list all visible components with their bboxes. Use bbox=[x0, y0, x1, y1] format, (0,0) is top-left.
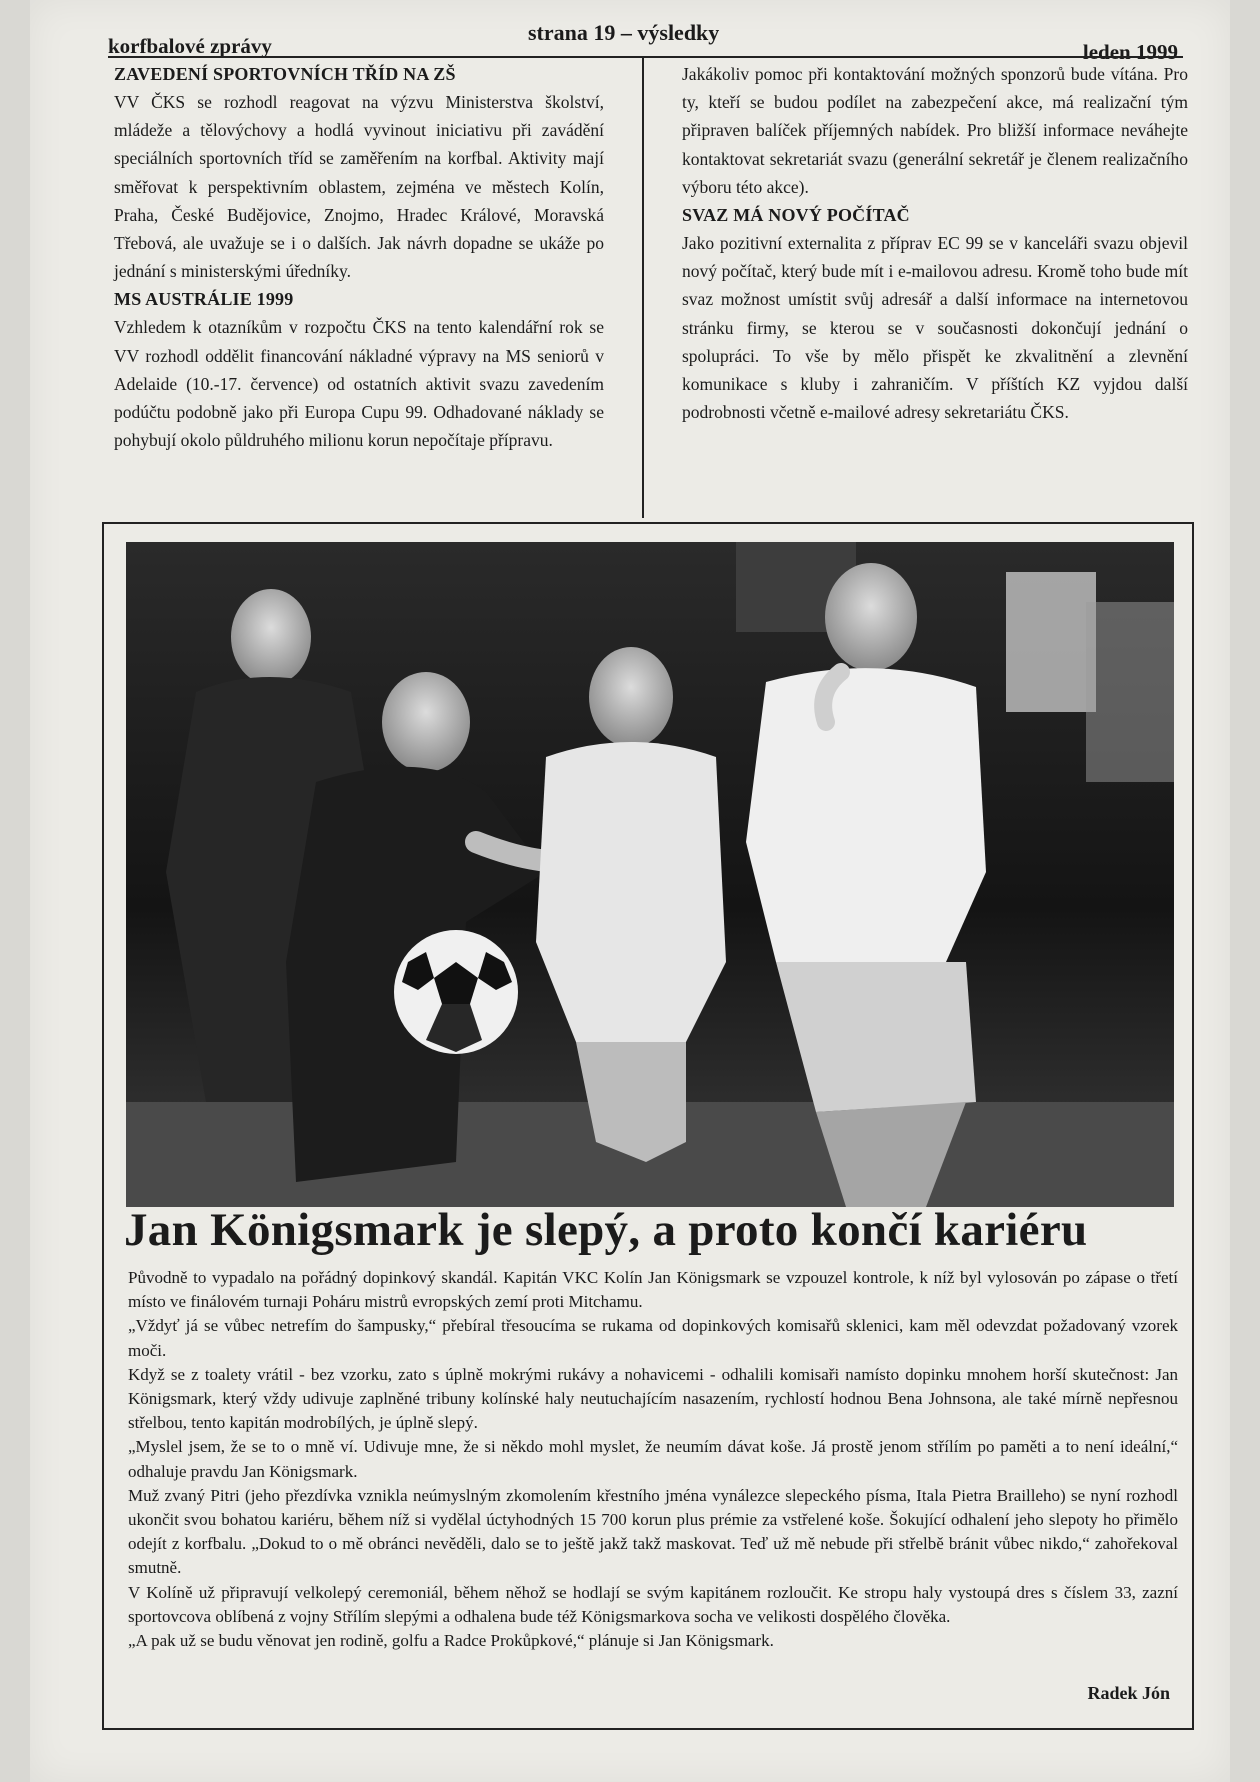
korfball-match-photo bbox=[126, 542, 1174, 1207]
section-body-ms-australia: Vzhledem k otazníkům v rozpočtu ČKS na tento kalendářní rok se VV rozhodl oddělit financování nákladné výpravy na MS seniorů v Adelaide (10.-17. července) od ostatních aktivit svazu zavedením podúčtu podobně jako při Europa Cupu 99. Odhadované náklady se pohybují okolo půldruhého milionu korun nepočítaje přípravu. bbox=[114, 317, 604, 451]
section-body-new-computer: Jako pozitivní externalita z příprav EC 99 se v kanceláři svazu objevil nový počítač, který bude mít i e-mailovou adresu. Kromě toho bude mít svaz možnost umístit svůj adresář a další informace na internetovou stránku firmy, se kterou se v současnosti dokončují jednání o spolupráci. To vše by mělo přispět ke zkvalitnění a zlevnění komunikace s kluby i zahraničím. V příštích KZ vyjdou další podrobnosti včetně e-mailové adresy sekretariátu ČKS. bbox=[682, 233, 1188, 423]
article-paragraph: Muž zvaný Pitri (jeho přezdívka vznikla neúmyslným zkomolením křestního jména vynálezce slepeckého písma, Itala Pietra Brailleho) se nyní rozhodl ukončit svou bohatou kariéru, během níž si vydělal úctyhodných 15 700 korun plus prémie za vstřelené koše. Šokující odhalení jeho slepoty ho přimělo odejít z korfbalu. „Dokud to o mě obránci nevěděli, dalo se to ještě jakž takž maskovat. Teď už mě nebude při střelbě bránit vůbec nikdo,“ zahořekoval smutně. bbox=[128, 1485, 1178, 1578]
header-rule bbox=[108, 56, 1183, 58]
page-number-section: strana 19 – výsledky bbox=[528, 20, 720, 45]
feature-article-box bbox=[102, 522, 1194, 1730]
article-paragraph: „A pak už se budu věnovat jen rodině, golfu a Radce Prokůpkové,“ plánuje si Jan Königsmark. bbox=[128, 1631, 774, 1651]
right-column bbox=[682, 60, 1188, 426]
column-divider bbox=[642, 56, 644, 518]
section-body-sports-classes: VV ČKS se rozhodl reagovat na výzvu Ministerstva školství, mládeže a tělovýchovy a hodlá vyvinout iniciativu při zavádění speciálních sportovních tříd se zaměřením na korfbal. Aktivity mají směřovat k perspektivním oblastem, zejména ve městech Kolín, Praha, České Budějovice, Znojmo, Hradec Králové, Moravská Třebová, ale uvažuje se i o dalších. Jak návrh dopadne se ukáže po jednání s ministerskými úředníky. bbox=[114, 92, 604, 282]
section-title-ms-australia: MS AUSTRÁLIE 1999 bbox=[114, 289, 294, 310]
section-title-sports-classes: ZAVEDENÍ SPORTOVNÍCH TŘÍD NA ZŠ bbox=[114, 64, 456, 84]
publication-name: korfbalové zprávy bbox=[108, 34, 272, 58]
feature-article-body bbox=[128, 1266, 1178, 1653]
photo-illustration bbox=[126, 542, 1174, 1207]
article-paragraph: „Vždyť já se vůbec netrefím do šampusky,“ přebíral třesoucíma se rukama od dopinkových komisařů sklenici, kam měl odevzdat požadovaný vzorek moči. bbox=[128, 1316, 1178, 1360]
article-paragraph: V Kolíně už připravují velkolepý ceremoniál, během něhož se hodlají se svým kapitánem rozloučit. Ke stropu haly vystoupá dres s číslem 33, zazní sportovcova oblíbená z vojny Střílím slepými a odhalena bude též Königsmarkova socha ve velikosti dospělého člověka. bbox=[128, 1582, 1178, 1626]
section-body-sponsors: Jakákoliv pomoc při kontaktování možných sponzorů bude vítána. Pro ty, kteří se budou podílet na zabezpečení akce, má realizační tým připraven balíček příjemných nabídek. Pro bližší informace neváhejte kontaktovat sekretariát svazu (generální sekretář je členem realizačního výboru této akce). bbox=[682, 64, 1188, 197]
article-byline: Radek Jón bbox=[1087, 1683, 1170, 1703]
article-paragraph: „Myslel jsem, že se to o mně ví. Udivuje mne, že si někdo mohl myslet, že neumím dávat koše. Já prostě jenom střílím po paměti a to není ideální,“ odhaluje pravdu Jan Königsmark. bbox=[128, 1437, 1178, 1481]
left-column bbox=[114, 60, 604, 454]
feature-headline: Jan Königsmark je slepý, a proto končí kariéru bbox=[124, 1204, 1088, 1256]
section-title-new-computer: SVAZ MÁ NOVÝ POČÍTAČ bbox=[682, 205, 910, 226]
article-paragraph: Původně to vypadalo na pořádný dopinkový skandál. Kapitán VKC Kolín Jan Königsmark se vzpouzel kontrole, k níž byl vylosován po zápase o třetí místo ve finálovém turnaji Poháru mistrů evropských zemí proti Mitchamu. bbox=[128, 1268, 1178, 1312]
article-paragraph: Když se z toalety vrátil - bez vzorku, zato s úplně mokrými rukávy a nohavicemi - odhalili komisaři namísto dopinku mnohem horší skutečnost: Jan Königsmark, který vždy udivuje zaplněné tribuny kolínské haly neutuchajícím nasazením, rychlostí hodnou Bena Johnsona, ale také mírně nepřesnou střelbou, tento kapitán modrobílých, je úplně slepý. bbox=[128, 1364, 1178, 1433]
newspaper-page bbox=[30, 0, 1230, 1782]
issue-date: leden 1999 bbox=[1082, 40, 1178, 64]
